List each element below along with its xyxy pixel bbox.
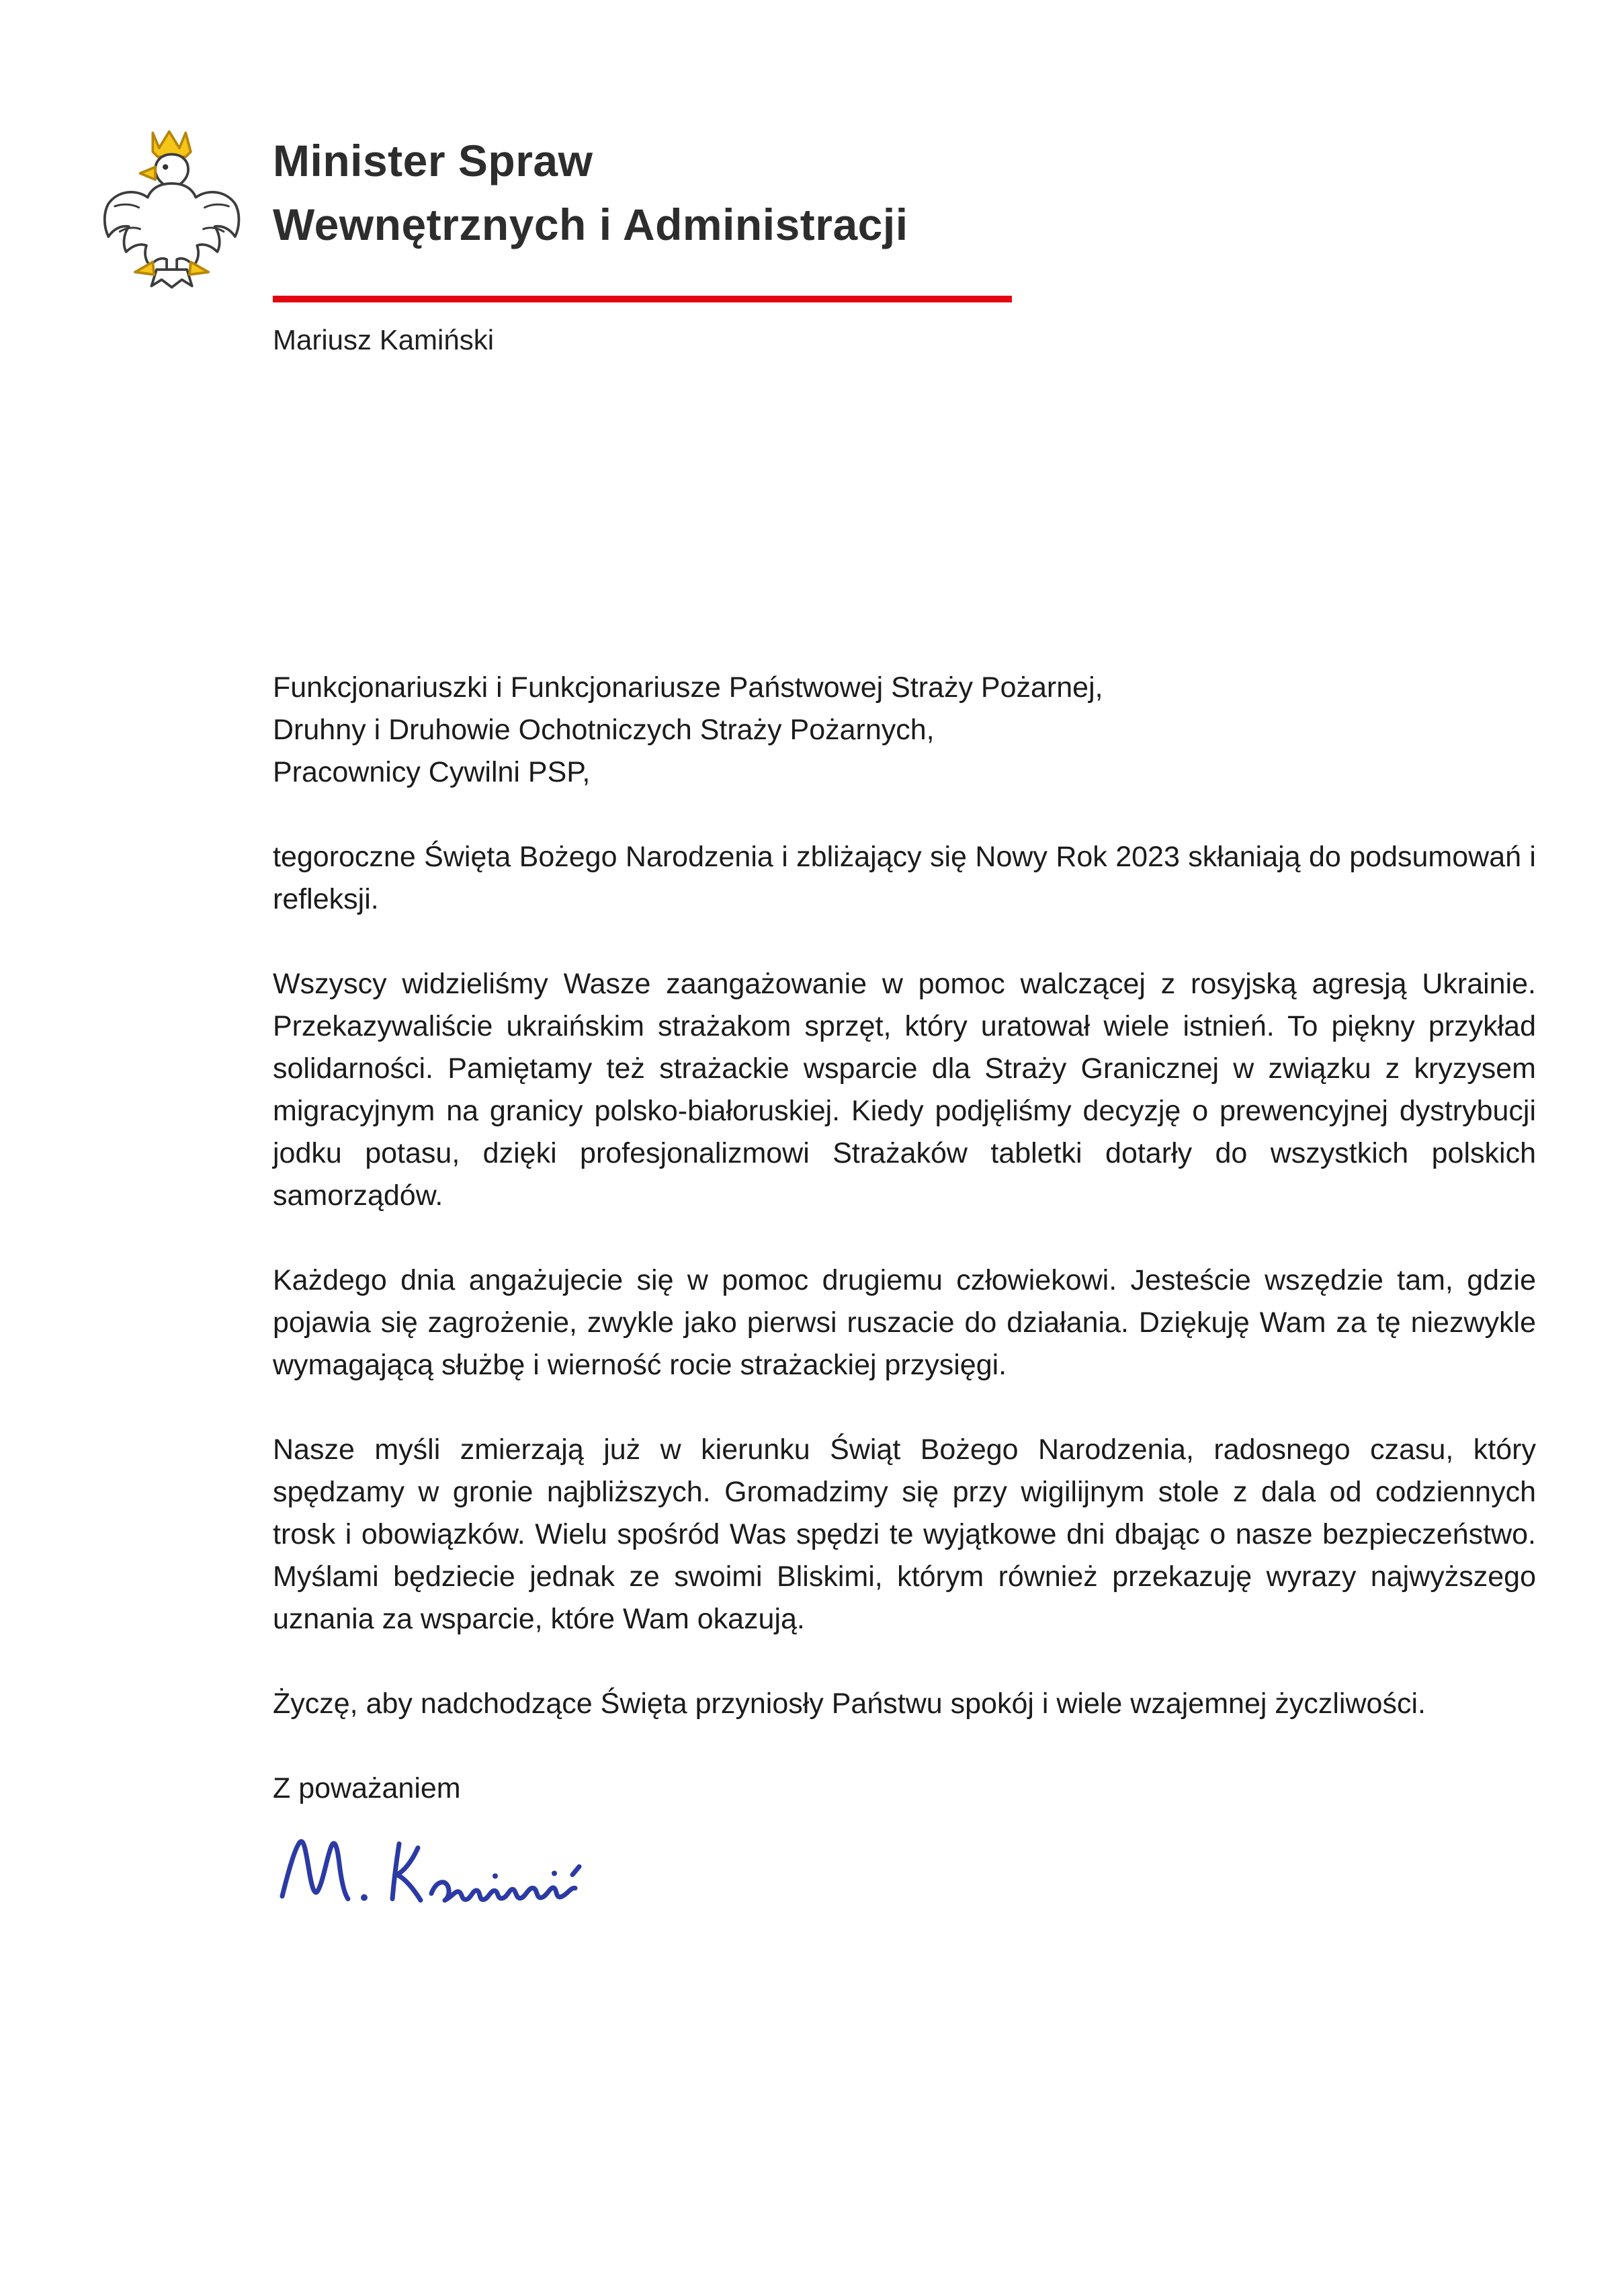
header-red-rule: [273, 296, 1012, 302]
paragraph: Każdego dnia angażujecie się w pomoc drugiemu człowiekowi. Jesteście wszędzie tam, gdzie pojawia się zagrożenie, zwykle jako pierwsi ruszacie do działania. Dziękuję Wam za tę niezwykle wymagającą służbę i wierność rocie strażackiej przysięgi.: [273, 1264, 1536, 1381]
ministry-title-line2: Wewnętrznych i Administracji: [273, 200, 908, 249]
salutation-line: Druhny i Druhowie Ochotniczych Straży Pożarnych,: [273, 714, 935, 746]
salutation-block: [273, 667, 1536, 794]
salutation-line: Funkcjonariuszki i Funkcjonariusze Państwowej Straży Pożarnej,: [273, 671, 1103, 704]
polish-eagle-emblem: [94, 118, 252, 292]
paragraph: Życzę, aby nadchodzące Święta przyniosły Państwu spokój i wiele wzajemnej życzliwości.: [273, 1688, 1426, 1720]
paragraph: Nasze myśli zmierzają już w kierunku Świąt Bożego Narodzenia, radosnego czasu, który spędzamy w gronie najbliższych. Gromadzimy się przy wigilijnym stole z dala od codziennych trosk i obowiązków. Wielu spośród Was spędzi te wyjątkowe dni dbając o nasze bezpieczeństwo. Myślami będziecie jednak ze swoimi Bliskimi, którym również przekazuję wyrazy najwyższego uznania za wsparcie, które Wam okazują.: [273, 1433, 1536, 1635]
paragraph: tegoroczne Święta Bożego Narodzenia i zbliżający się Nowy Rok 2023 skłaniają do podsumowań i refleksji.: [273, 841, 1536, 915]
minister-name: Mariusz Kamiński: [273, 324, 495, 356]
paragraph: Wszyscy widzieliśmy Wasze zaangażowanie w pomoc walczącej z rosyjską agresją Ukrainie. Przekazywaliście ukraińskim strażakom sprzęt, który uratował wiele istnień. To piękny przykład solidarności. Pamiętamy też strażackie wsparcie dla Straży Granicznej w związku z kryzysem migracyjnym na granicy polsko-białoruskiej. Kiedy podjęliśmy decyzję o prewencyjnej dystrybucji jodku potasu, dzięki profesjonalizmowi Strażaków tabletki dotarły do wszystkich polskich samorządów.: [273, 968, 1536, 1212]
closing-line: Z poważaniem: [273, 1772, 461, 1804]
letter-body: [273, 667, 1536, 1914]
salutation-line: Pracownicy Cywilni PSP,: [273, 756, 591, 788]
handwritten-signature: [273, 1830, 636, 1914]
ministry-title-line1: Minister Spraw: [273, 136, 593, 185]
ministry-title: [273, 129, 908, 257]
